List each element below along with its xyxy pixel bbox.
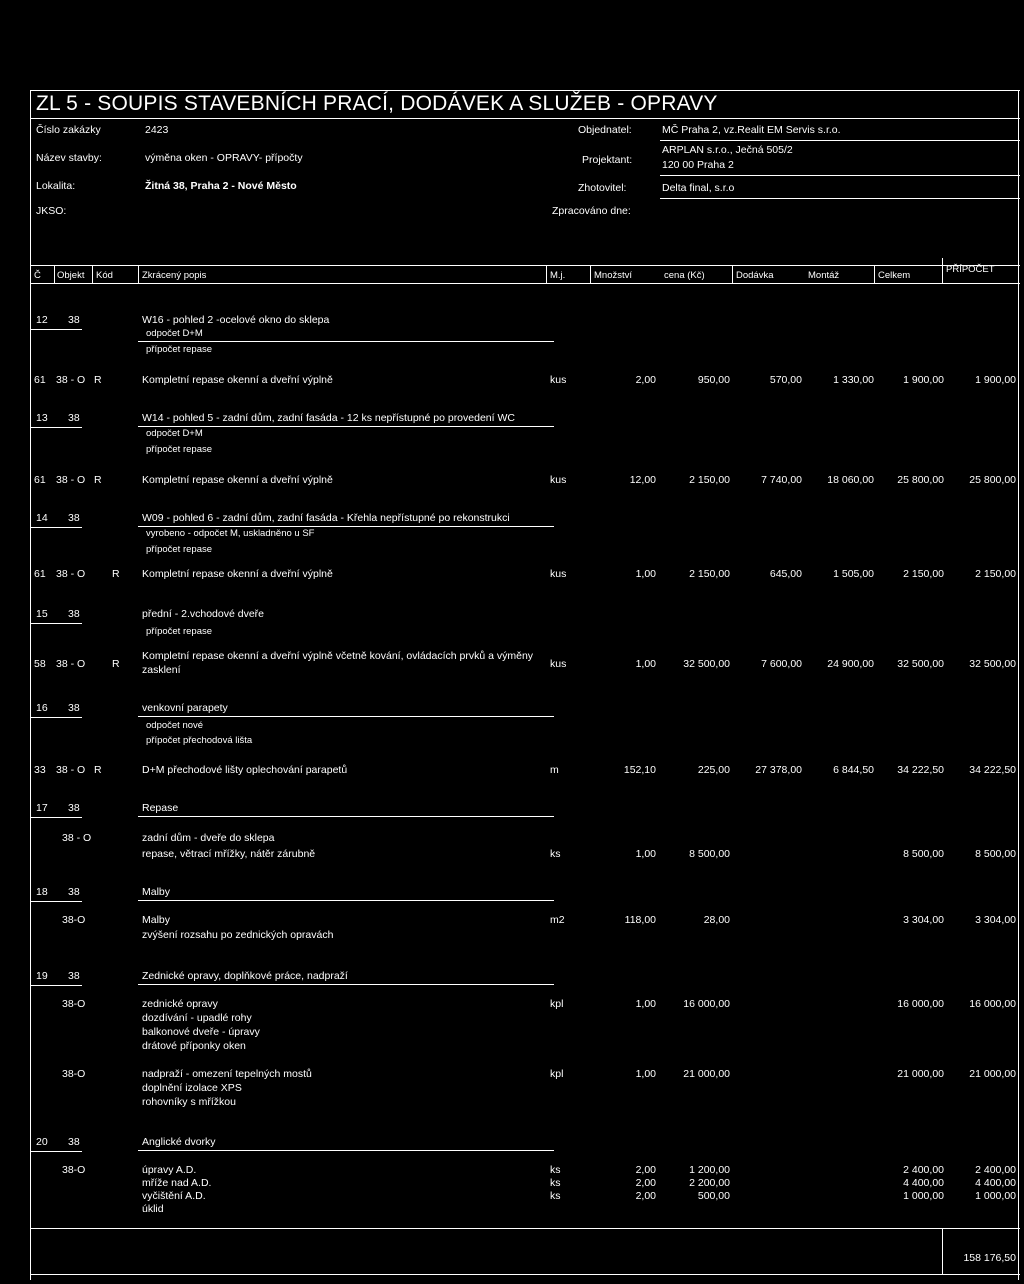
item-addition: 2 150,00 [975, 568, 1016, 580]
col-header-mj: M.j. [550, 270, 566, 281]
item-quantity: 1,00 [635, 568, 656, 580]
item-price: 28,00 [703, 914, 730, 926]
item-quantity: 2,00 [635, 1190, 656, 1202]
item-total: 1 000,00 [903, 1190, 944, 1202]
item-description-cont: doplnění izolace XPS [142, 1082, 242, 1094]
col-header-pripocet: PŘÍPOČET [946, 264, 995, 275]
item-description-cont: balkonové dveře - úpravy [142, 1026, 260, 1038]
item-description: zadní dům - dveře do sklepa [142, 832, 275, 844]
item-addition: 8 500,00 [975, 848, 1016, 860]
item-description: úpravy A.D. [142, 1164, 197, 1176]
section-note: přípočet repase [146, 626, 213, 637]
item-quantity: 1,00 [635, 1068, 656, 1080]
item-c: 61 [34, 474, 46, 486]
item-unit: kus [550, 658, 567, 670]
section-object: 38 [68, 412, 80, 424]
item-price: 500,00 [697, 1190, 730, 1202]
col-header-kod: Kód [96, 270, 113, 281]
section-object: 38 [68, 1136, 80, 1148]
item-price: 32 500,00 [683, 658, 730, 670]
section-note: přípočet repase [146, 344, 213, 355]
item-description: Kompletní repase okenní a dveřní výplně [142, 374, 333, 386]
item-total: 3 304,00 [903, 914, 944, 926]
section-number: 16 [36, 702, 48, 714]
item-object: 38 - O [56, 374, 86, 386]
item-description: zednické opravy [142, 998, 218, 1010]
item-description: nadpraží - omezení tepelných mostů [142, 1068, 312, 1080]
field-label-contractor: Zhotovitel: [578, 182, 627, 194]
item-assembly: 1 505,00 [833, 568, 874, 580]
field-label-jkso: JKSO: [36, 205, 67, 217]
section-note: odpočet D+M [146, 428, 203, 439]
item-code: R [112, 568, 120, 580]
field-label-designer: Projektant: [582, 154, 633, 166]
section-note: odpočet nové [146, 720, 204, 731]
section-number: 20 [36, 1136, 48, 1148]
item-total: 25 800,00 [897, 474, 944, 486]
section-object: 38 [68, 512, 80, 524]
document-title: ZL 5 - SOUPIS STAVEBNÍCH PRACÍ, DODÁVEK A SLUŽEB - OPRAVY [36, 92, 718, 115]
section-heading: W09 - pohled 6 - zadní dům, zadní fasáda - Křehla nepřístupné po rekonstrukci [142, 512, 510, 524]
item-description-cont: dozdívání - upadlé rohy [142, 1012, 252, 1024]
col-header-montaz: Montáž [808, 270, 840, 281]
item-code: R [112, 658, 120, 670]
item-unit: m [550, 764, 559, 776]
item-c: 61 [34, 374, 46, 386]
item-supply: 27 378,00 [755, 764, 802, 776]
item-total: 34 222,50 [897, 764, 944, 776]
item-description: Kompletní repase okenní a dveřní výplně [142, 474, 333, 486]
item-description-cont: zasklení [142, 664, 181, 676]
item-description: Kompletní repase okenní a dveřní výplně včetně kování, ovládacích prvků a výměny [142, 650, 534, 662]
item-assembly: 6 844,50 [833, 764, 874, 776]
section-number: 17 [36, 802, 48, 814]
item-total: 21 000,00 [897, 1068, 944, 1080]
item-object: 38-O [62, 998, 86, 1010]
item-addition: 34 222,50 [969, 764, 1016, 776]
section-number: 15 [36, 608, 48, 620]
item-object: 38 - O [62, 832, 92, 844]
item-total: 1 900,00 [903, 374, 944, 386]
section-number: 14 [36, 512, 48, 524]
grand-total: 158 176,50 [963, 1252, 1016, 1264]
item-description: Kompletní repase okenní a dveřní výplně [142, 568, 333, 580]
section-heading: venkovní parapety [142, 702, 228, 714]
item-price: 2 150,00 [689, 568, 730, 580]
item-quantity: 1,00 [635, 658, 656, 670]
section-note: přípočet repase [146, 444, 213, 455]
item-addition: 21 000,00 [969, 1068, 1016, 1080]
section-number: 19 [36, 970, 48, 982]
section-note: přípočet přechodová lišta [146, 735, 253, 746]
item-price: 2 200,00 [689, 1177, 730, 1189]
section-object: 38 [68, 702, 80, 714]
col-header-popis: Zkrácený popis [142, 270, 207, 281]
item-unit: ks [550, 1164, 561, 1176]
item-unit: kpl [550, 998, 564, 1010]
item-total: 2 150,00 [903, 568, 944, 580]
item-c: 33 [34, 764, 46, 776]
item-description-cont: zvýšení rozsahu po zednických opravách [142, 929, 334, 941]
item-quantity: 1,00 [635, 998, 656, 1010]
item-description-cont: drátové příponky oken [142, 1040, 246, 1052]
field-value-client: MČ Praha 2, vz.Realit EM Servis s.r.o. [662, 124, 841, 136]
section-object: 38 [68, 970, 80, 982]
item-price: 16 000,00 [683, 998, 730, 1010]
item-unit: ks [550, 848, 561, 860]
section-note: přípočet repase [146, 544, 213, 555]
item-quantity: 2,00 [635, 1177, 656, 1189]
field-value-contractor: Delta final, s.r.o [662, 182, 735, 194]
item-description: úklid [142, 1203, 164, 1215]
item-total: 16 000,00 [897, 998, 944, 1010]
section-heading: Malby [142, 886, 171, 898]
item-code: R [94, 764, 102, 776]
item-total: 4 400,00 [903, 1177, 944, 1189]
item-assembly: 24 900,00 [827, 658, 874, 670]
item-unit: ks [550, 1190, 561, 1202]
item-description-cont: rohovníky s mřížkou [142, 1096, 236, 1108]
item-object: 38-O [62, 914, 86, 926]
field-label-contract: Číslo zakázky [36, 124, 101, 136]
section-number: 18 [36, 886, 48, 898]
item-object: 38-O [62, 1068, 86, 1080]
item-addition: 4 400,00 [975, 1177, 1016, 1189]
section-number: 13 [36, 412, 48, 424]
item-object: 38 - O [56, 658, 86, 670]
item-c: 58 [34, 658, 46, 670]
col-header-dodavka: Dodávka [736, 270, 774, 281]
item-addition: 16 000,00 [969, 998, 1016, 1010]
item-unit: m2 [550, 914, 565, 926]
section-heading: W16 - pohled 2 -ocelové okno do sklepa [142, 314, 330, 326]
item-quantity: 118,00 [624, 914, 656, 926]
section-note: odpočet D+M [146, 328, 203, 339]
item-unit: ks [550, 1177, 561, 1189]
item-price: 8 500,00 [689, 848, 730, 860]
section-object: 38 [68, 802, 80, 814]
item-quantity: 1,00 [635, 848, 656, 860]
item-quantity: 12,00 [629, 474, 656, 486]
item-assembly: 1 330,00 [833, 374, 874, 386]
item-addition: 1 000,00 [975, 1190, 1016, 1202]
item-total: 2 400,00 [903, 1164, 944, 1176]
item-total: 8 500,00 [903, 848, 944, 860]
item-unit: kus [550, 374, 567, 386]
item-addition: 2 400,00 [975, 1164, 1016, 1176]
item-supply: 570,00 [769, 374, 802, 386]
section-heading: Anglické dvorky [142, 1136, 216, 1148]
item-addition: 25 800,00 [969, 474, 1016, 486]
item-description: D+M přechodové lišty oplechování parapetů [142, 764, 348, 776]
field-value-designer-address: 120 00 Praha 2 [662, 159, 734, 171]
item-object: 38 - O [56, 568, 86, 580]
item-object: 38-O [62, 1164, 86, 1176]
item-assembly: 18 060,00 [827, 474, 874, 486]
field-value-building: výměna oken - OPRAVY- přípočty [145, 152, 303, 164]
section-heading: přední - 2.vchodové dveře [142, 608, 264, 620]
item-description: vyčištění A.D. [142, 1190, 206, 1202]
section-heading: Zednické opravy, doplňkové práce, nadpraží [142, 970, 348, 982]
field-label-date: Zpracováno dne: [552, 205, 631, 217]
col-header-objekt: Objekt [57, 270, 85, 281]
field-label-client: Objednatel: [578, 124, 632, 136]
field-value-designer: ARPLAN s.r.o., Ječná 505/2 [662, 144, 793, 156]
item-supply: 7 740,00 [761, 474, 802, 486]
item-supply: 7 600,00 [761, 658, 802, 670]
field-label-location: Lokalita: [36, 180, 76, 192]
item-addition: 32 500,00 [969, 658, 1016, 670]
item-addition: 3 304,00 [975, 914, 1016, 926]
item-quantity: 2,00 [635, 374, 656, 386]
item-object: 38 - O [56, 474, 86, 486]
field-value-location: Žitná 38, Praha 2 - Nové Město [145, 180, 297, 192]
item-unit: kpl [550, 1068, 564, 1080]
section-heading: Repase [142, 802, 179, 814]
item-code: R [94, 374, 102, 386]
item-description: Malby [142, 914, 171, 926]
item-quantity: 152,10 [623, 764, 656, 776]
item-quantity: 2,00 [635, 1164, 656, 1176]
item-supply: 645,00 [769, 568, 802, 580]
item-unit: kus [550, 568, 567, 580]
col-header-cena: cena (Kč) [664, 270, 705, 281]
section-note: vyrobeno - odpočet M, uskladněno u SF [146, 528, 315, 539]
item-price: 1 200,00 [689, 1164, 730, 1176]
item-addition: 1 900,00 [975, 374, 1016, 386]
item-description-cont: repase, větrací mřížky, nátěr zárubně [142, 848, 316, 860]
item-price: 21 000,00 [683, 1068, 730, 1080]
item-total: 32 500,00 [897, 658, 944, 670]
field-value-contract: 2423 [145, 124, 169, 136]
field-label-building: Název stavby: [36, 152, 102, 164]
item-price: 2 150,00 [689, 474, 730, 486]
item-price: 225,00 [697, 764, 730, 776]
item-description: mříže nad A.D. [142, 1177, 212, 1189]
col-header-mnozstvi: Množství [594, 270, 633, 281]
col-header-c: Č [34, 270, 41, 281]
item-c: 61 [34, 568, 46, 580]
item-price: 950,00 [697, 374, 730, 386]
col-header-celkem: Celkem [878, 270, 911, 281]
section-object: 38 [68, 608, 80, 620]
section-object: 38 [68, 886, 80, 898]
section-heading: W14 - pohled 5 - zadní dům, zadní fasáda - 12 ks nepřístupné po provedení WC [142, 412, 515, 424]
item-unit: kus [550, 474, 567, 486]
item-object: 38 - O [56, 764, 86, 776]
section-number: 12 [36, 314, 48, 326]
section-object: 38 [68, 314, 80, 326]
item-code: R [94, 474, 102, 486]
